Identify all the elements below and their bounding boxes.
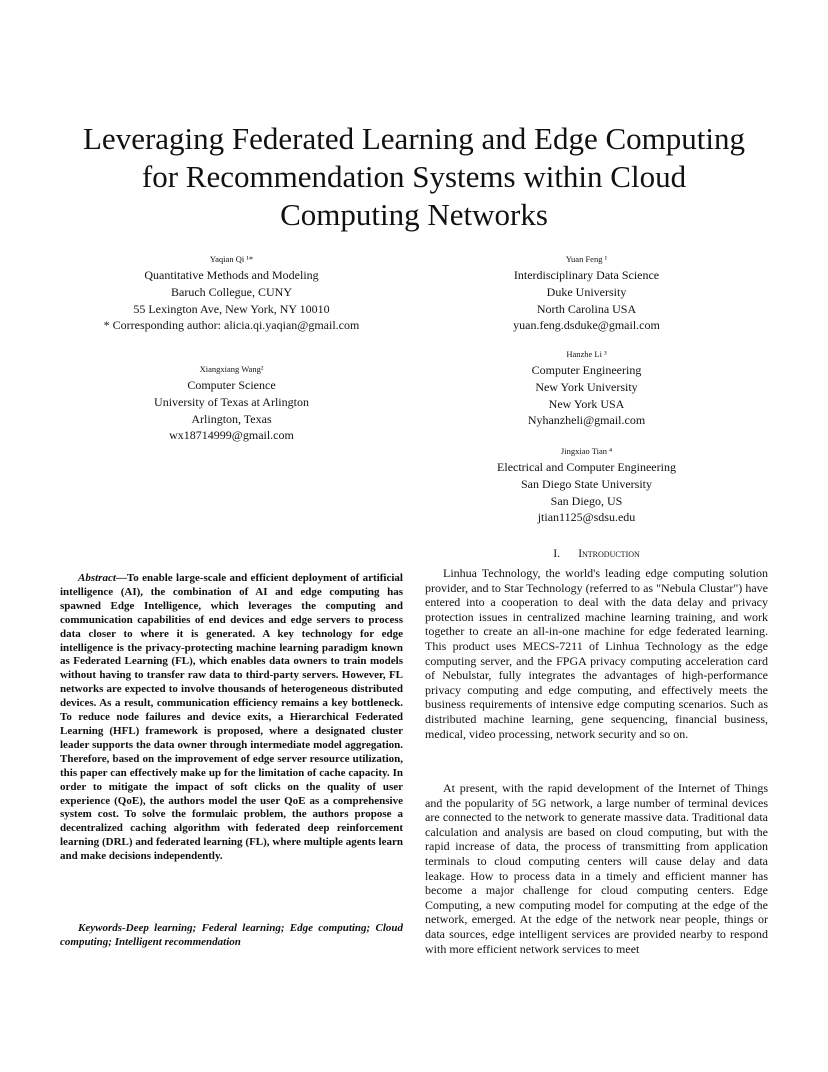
title-line: for Recommendation Systems within Cloud xyxy=(141,159,687,194)
author-affiliation: Baruch Collegue, CUNY xyxy=(171,284,292,299)
author-affiliation: Duke University xyxy=(546,284,627,299)
title-line: Leveraging Federated Learning and Edge Computing xyxy=(83,121,745,156)
author-address: 55 Lexington Ave, New York, NY 10010 xyxy=(133,301,330,316)
author-affiliation: Electrical and Computer Engineering xyxy=(497,460,676,474)
author-name: Hanzhe Li ³ xyxy=(566,349,607,359)
keywords: Keywords-Deep learning; Federal learning; Edge computing; Cloud computing; Intelligent recommendation xyxy=(60,922,403,948)
author-affiliation: Quantitative Methods and Modeling xyxy=(144,268,319,282)
author-address: Arlington, Texas xyxy=(191,411,272,426)
author-block-feng xyxy=(425,251,748,334)
author-affiliation: Computer Engineering xyxy=(531,363,642,377)
author-block-tian xyxy=(425,443,748,526)
abstract-lead: Abstract xyxy=(78,572,116,584)
author-address: New York USA xyxy=(548,396,625,411)
author-block-qi xyxy=(60,251,403,334)
author-name: Yaqian Qi ¹* xyxy=(209,254,254,264)
author-affiliation: San Diego State University xyxy=(521,476,652,491)
author-block-wang xyxy=(60,361,403,444)
author-email: wx18714999@gmail.com xyxy=(169,428,294,443)
intro-paragraph-1: Linhua Technology, the world's leading edge computing solution provider, and to Star Technology (referred to as "Nebula Clustar") have entered into a cooperation to deal with the data delay and privacy protection issues in centralized machine learning training, and work together to create an all-in-one machine for edge federated learning. This product uses MECS-7211 of Linhua Technology as the edge computing server, and the FPGA privacy computing acceleration card of Nebulstar, fully integrates the advantages of high-performance privacy computing and edge computing, and effectively meets the business requirements of intensive edge computing scenarios. Such as distributed machine learning, gene sequencing, financial business, medical, video processing, network security and so on. xyxy=(425,566,768,741)
author-name: Yuan Feng ¹ xyxy=(565,254,608,264)
section-heading xyxy=(425,545,768,562)
abstract xyxy=(60,572,403,864)
title-line: Computing Networks xyxy=(280,197,548,232)
abstract-body: —To enable large-scale and efficient deployment of artificial intelligence (AI), the combination of AI and edge computing has spawned Edge Intelligence, which leverages the computing and communication capabilities of end devices and edge servers to process data closer to where it is generated. A key technology for edge intelligence is the privacy-protecting machine learning paradigm known as Federated Learning (FL), which enables data owners to train models without having to transfer raw data to third-party servers. However, FL networks are expected to involve thousands of heterogeneous distributed devices. As a result, communication efficiency remains a key bottleneck. To reduce node failures and device exits, a Hierarchical Federated Learning (HFL) framework is proposed, where a designated cluster leader supports the data owner through intermediate model aggregation. Therefore, based on the improvement of edge server resource utilization, this paper can effectively make up for the limitation of cache capacity. In order to mitigate the impact of soft clicks on the quality of user experience (QoE), the authors model the user QoE as a comprehensive system cost. To solve the formulaic problem, the authors propose a decentralized caching algorithm with federated deep reinforcement learning (DRL) and federated learning (FL), where multiple agents learn and make decisions independently. xyxy=(60,572,403,863)
section-title: Introduction xyxy=(578,548,640,560)
section-number: I. xyxy=(553,546,561,560)
author-email: jtian1125@sdsu.edu xyxy=(537,510,636,525)
paper-title xyxy=(40,120,788,234)
author-email: yuan.feng.dsduke@gmail.com xyxy=(513,318,660,333)
author-name: Xiangxiang Wang² xyxy=(199,364,264,374)
author-email: * Corresponding author: alicia.qi.yaqian@gmail.com xyxy=(103,318,360,333)
intro-paragraph-2: At present, with the rapid development of the Internet of Things and the popularity of 5G network, a large number of terminal devices are connected to the network to generate massive data. Traditional data calculation and analysis are based on cloud computing, but with the rapid increase of data, the process of transmitting from application terminals to cloud computing centers will cause delay and data leakage. How to process data in a timely and efficient manner has become a major challenge for cloud computing centers. Edge Computing, a new computing model for computing at the edge of the network, emerged. At the edge of the network near people, things or data sources, edge intelligent services are provided nearby to respond with more efficient network services to meet xyxy=(425,781,768,956)
author-block-li xyxy=(425,346,748,429)
author-address: San Diego, US xyxy=(550,493,623,508)
author-affiliation: New York University xyxy=(535,379,638,394)
author-affiliation: Computer Science xyxy=(187,378,276,392)
author-address: North Carolina USA xyxy=(536,301,637,316)
author-email: Nyhanzheli@gmail.com xyxy=(527,413,646,428)
author-affiliation: University of Texas at Arlington xyxy=(154,394,309,409)
author-affiliation: Interdisciplinary Data Science xyxy=(513,268,660,282)
author-name: Jingxiao Tian ⁴ xyxy=(560,446,613,456)
